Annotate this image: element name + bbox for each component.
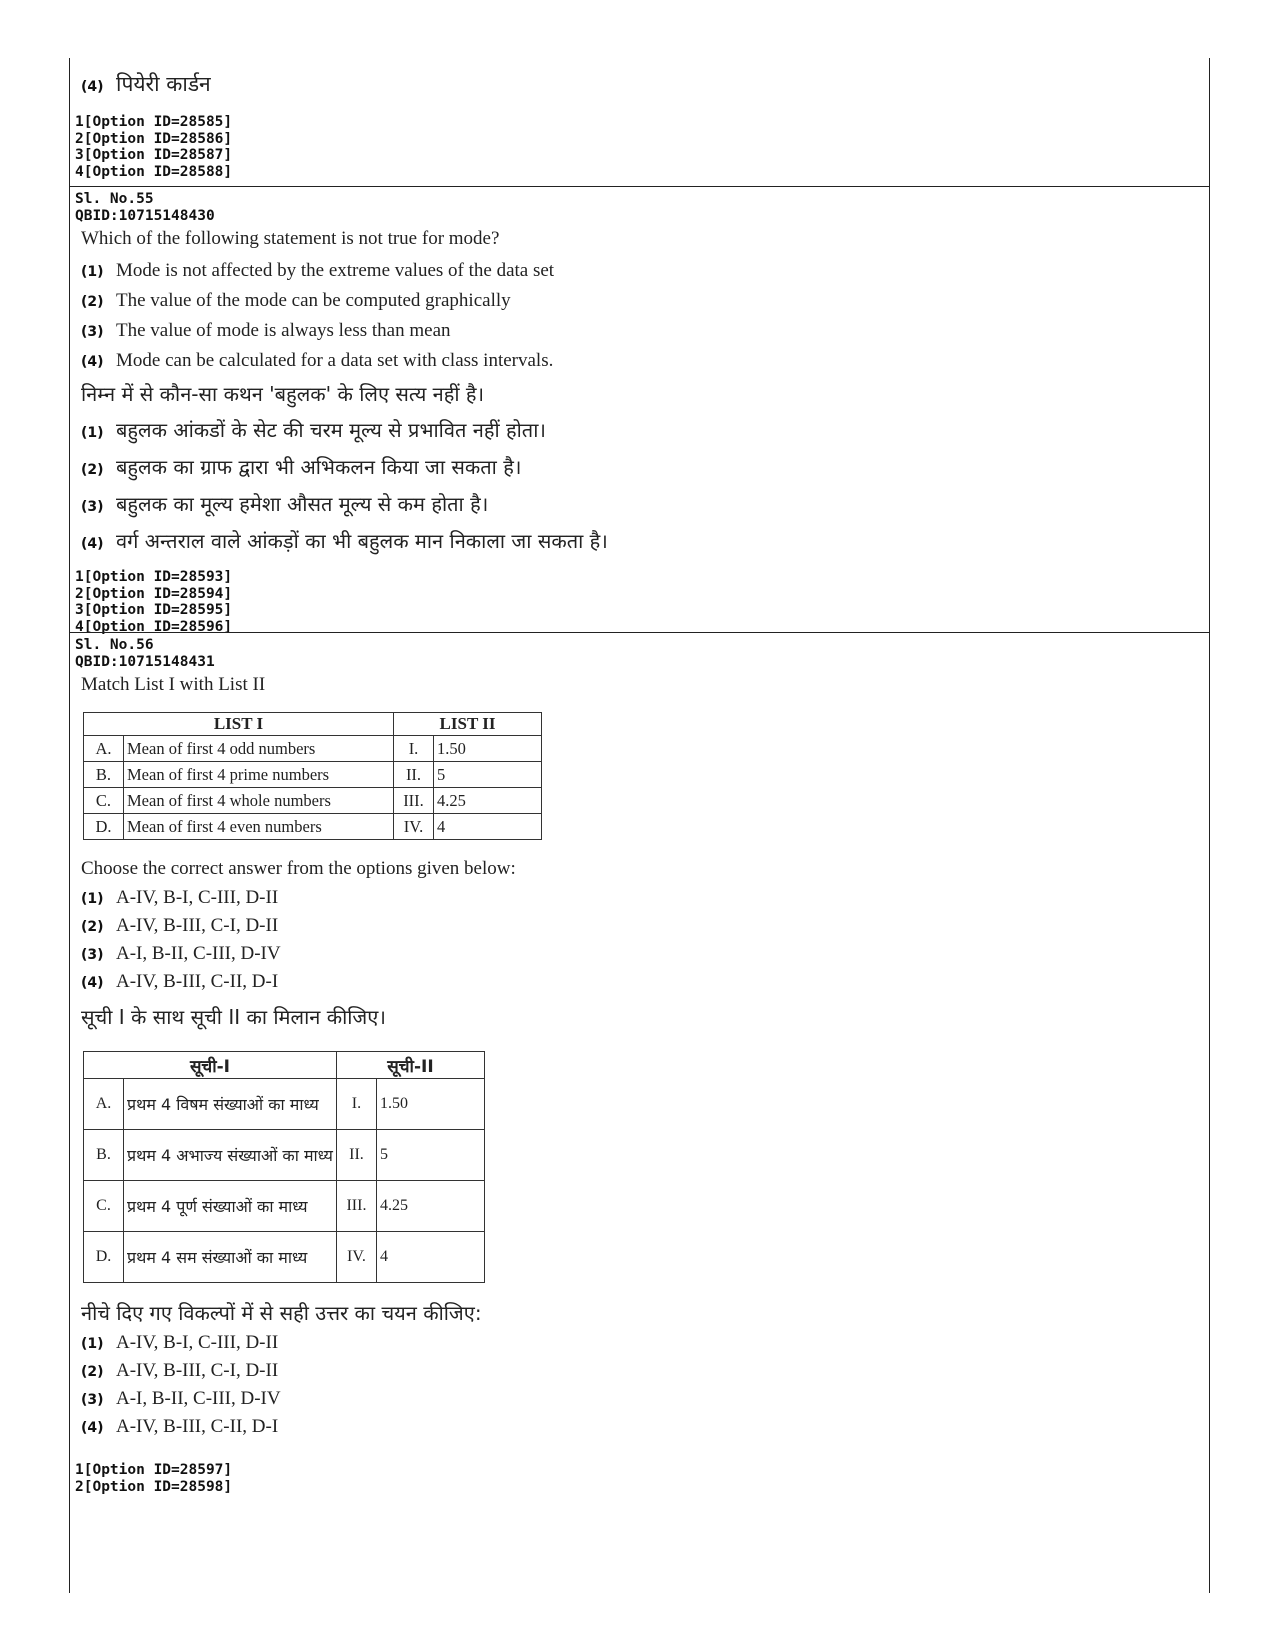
row-value: प्रथम 4 अभाज्य संख्याओं का माध्य [124,1130,337,1181]
option-hi-4 [81,523,1209,560]
option-number: (1) [81,425,104,441]
table-row [84,736,542,762]
qbid: QBID:10715148430 [75,207,215,224]
row-match-value: 4.25 [434,788,542,814]
row-match-value: 5 [434,762,542,788]
option-ids [75,1462,1209,1495]
serial-number: Sl. No.55 [75,191,154,207]
qbid: QBID:10715148431 [75,653,215,670]
option-text: A-I, B-II, C-III, D-IV [116,1388,281,1409]
question-text-en: Which of the following statement is not true for mode? [81,228,500,249]
table-header-row [84,1052,485,1079]
option-number: (1) [81,264,104,280]
option-number: (4) [81,536,104,552]
option-text: वर्ग अन्तराल वाले आंकड़ों का भी बहुलक मान निकाला जा सकता है। [116,529,608,553]
list-2-header: LIST II [394,713,542,736]
option-id: 1[Option ID=28593] [75,569,233,585]
option-hi-4 [81,1416,1209,1444]
row-key: C. [84,1181,124,1232]
row-match-value: 4 [376,1232,484,1283]
option-number: (4) [81,79,104,95]
row-match-value: 4 [434,814,542,840]
row-key: A. [84,736,124,762]
prev-question-tail [70,70,1209,180]
option-id: 2[Option ID=28586] [75,130,233,147]
row-value: Mean of first 4 odd numbers [124,736,394,762]
list-1-header: सूची-I [84,1052,337,1079]
option-text: The value of mode is always less than mean [116,320,451,341]
row-match-key: IV. [336,1232,376,1283]
table-header-row [84,713,542,736]
option-en-1 [81,887,1209,915]
option-number: (2) [81,919,104,935]
row-match-key: III. [336,1181,376,1232]
row-key: D. [84,1232,124,1283]
row-value: Mean of first 4 even numbers [124,814,394,840]
match-table-en [83,712,542,840]
table-row [84,814,542,840]
table-row [84,1232,485,1283]
row-match-value: 4.25 [376,1181,484,1232]
choose-instruction-hi: नीचे दिए गए विकल्पों में से सही उत्तर का चयन कीजिए: [81,1301,482,1325]
row-match-key: I. [336,1079,376,1130]
option-en-3 [81,316,1209,346]
row-value: Mean of first 4 whole numbers [124,788,394,814]
row-match-value: 5 [376,1130,484,1181]
option-text: A-IV, B-I, C-III, D-II [116,1332,279,1353]
option-number: (3) [81,499,104,515]
option-en-4 [81,346,1209,376]
option-number: (4) [81,1420,104,1436]
option-en-2 [81,915,1209,943]
option-text: A-IV, B-III, C-II, D-I [116,971,279,992]
row-value: प्रथम 4 सम संख्याओं का माध्य [124,1232,337,1283]
option-hi-3 [81,1388,1209,1416]
prev-option-4 [81,70,1209,98]
table-row [84,762,542,788]
option-text: बहुलक का मूल्य हमेशा औसत मूल्य से कम होता है। [116,492,489,516]
option-text: A-IV, B-III, C-I, D-II [116,915,279,936]
row-match-key: III. [394,788,434,814]
question-56 [70,637,1209,1495]
row-key: B. [84,762,124,788]
row-value: प्रथम 4 विषम संख्याओं का माध्य [124,1079,337,1130]
option-text: A-IV, B-I, C-III, D-II [116,887,279,908]
question-55 [70,191,1209,635]
table-row [84,1181,485,1232]
question-text-hi: निम्न में से कौन-सा कथन 'बहुलक' के लिए सत्य नहीं है। [81,382,485,406]
option-number: (2) [81,462,104,478]
option-number: (3) [81,1392,104,1408]
option-id: 1[Option ID=28585] [75,114,233,130]
option-text: The value of the mode can be computed graphically [116,290,511,311]
serial-number: Sl. No.56 [75,637,154,653]
row-match-key: I. [394,736,434,762]
row-key: A. [84,1079,124,1130]
option-text: पियेरी कार्डन [116,72,211,96]
list-1-header: LIST I [84,713,394,736]
option-number: (2) [81,294,104,310]
option-text: A-IV, B-III, C-I, D-II [116,1360,279,1381]
option-number: (4) [81,975,104,991]
row-key: B. [84,1130,124,1181]
option-id: 4[Option ID=28588] [75,163,233,180]
match-table-hi [83,1051,485,1283]
choose-instruction-en: Choose the correct answer from the options given below: [81,858,516,879]
table-row [84,788,542,814]
row-match-key: IV. [394,814,434,840]
option-id: 3[Option ID=28587] [75,147,233,163]
option-en-1 [81,256,1209,286]
option-hi-3 [81,486,1209,523]
option-hi-1 [81,412,1209,449]
option-text: A-IV, B-III, C-II, D-I [116,1416,279,1437]
option-number: (4) [81,354,104,370]
option-en-3 [81,943,1209,971]
option-hi-2 [81,449,1209,486]
option-en-2 [81,286,1209,316]
option-text: बहुलक का ग्राफ द्वारा भी अभिकलन किया जा सकता है। [116,455,522,479]
option-text: Mode can be calculated for a data set with class intervals. [116,350,554,371]
section-divider [70,632,1209,633]
option-number: (3) [81,947,104,963]
option-text: बहुलक आंकडों के सेट की चरम मूल्य से प्रभावित नहीं होता। [116,418,546,442]
row-match-value: 1.50 [376,1079,484,1130]
section-divider [70,186,1209,187]
row-match-key: II. [394,762,434,788]
option-hi-2 [81,1360,1209,1388]
option-id: 1[Option ID=28597] [75,1462,233,1478]
option-hi-1 [81,1332,1209,1360]
option-number: (3) [81,324,104,340]
row-value: प्रथम 4 पूर्ण संख्याओं का माध्य [124,1181,337,1232]
question-meta [75,637,1209,670]
row-value: Mean of first 4 prime numbers [124,762,394,788]
option-id: 2[Option ID=28594] [75,585,233,602]
option-ids [75,569,1209,635]
option-id: 4[Option ID=28596] [75,618,233,635]
row-key: D. [84,814,124,840]
table-row [84,1079,485,1130]
option-en-4 [81,971,1209,999]
question-meta [75,191,1209,224]
question-text-hi: सूची I के साथ सूची II का मिलान कीजिए। [81,1005,386,1029]
list-2-header: सूची-II [336,1052,484,1079]
option-id: 2[Option ID=28598] [75,1478,233,1495]
table-row [84,1130,485,1181]
option-text: Mode is not affected by the extreme values of the data set [116,260,555,281]
row-match-value: 1.50 [434,736,542,762]
option-number: (1) [81,891,104,907]
option-number: (1) [81,1336,104,1352]
option-text: A-I, B-II, C-III, D-IV [116,943,281,964]
question-text-en: Match List I with List II [81,674,266,695]
row-match-key: II. [336,1130,376,1181]
row-key: C. [84,788,124,814]
question-paper-frame [69,58,1210,1593]
option-id: 3[Option ID=28595] [75,602,233,618]
prev-option-ids [75,114,1209,180]
option-number: (2) [81,1364,104,1380]
